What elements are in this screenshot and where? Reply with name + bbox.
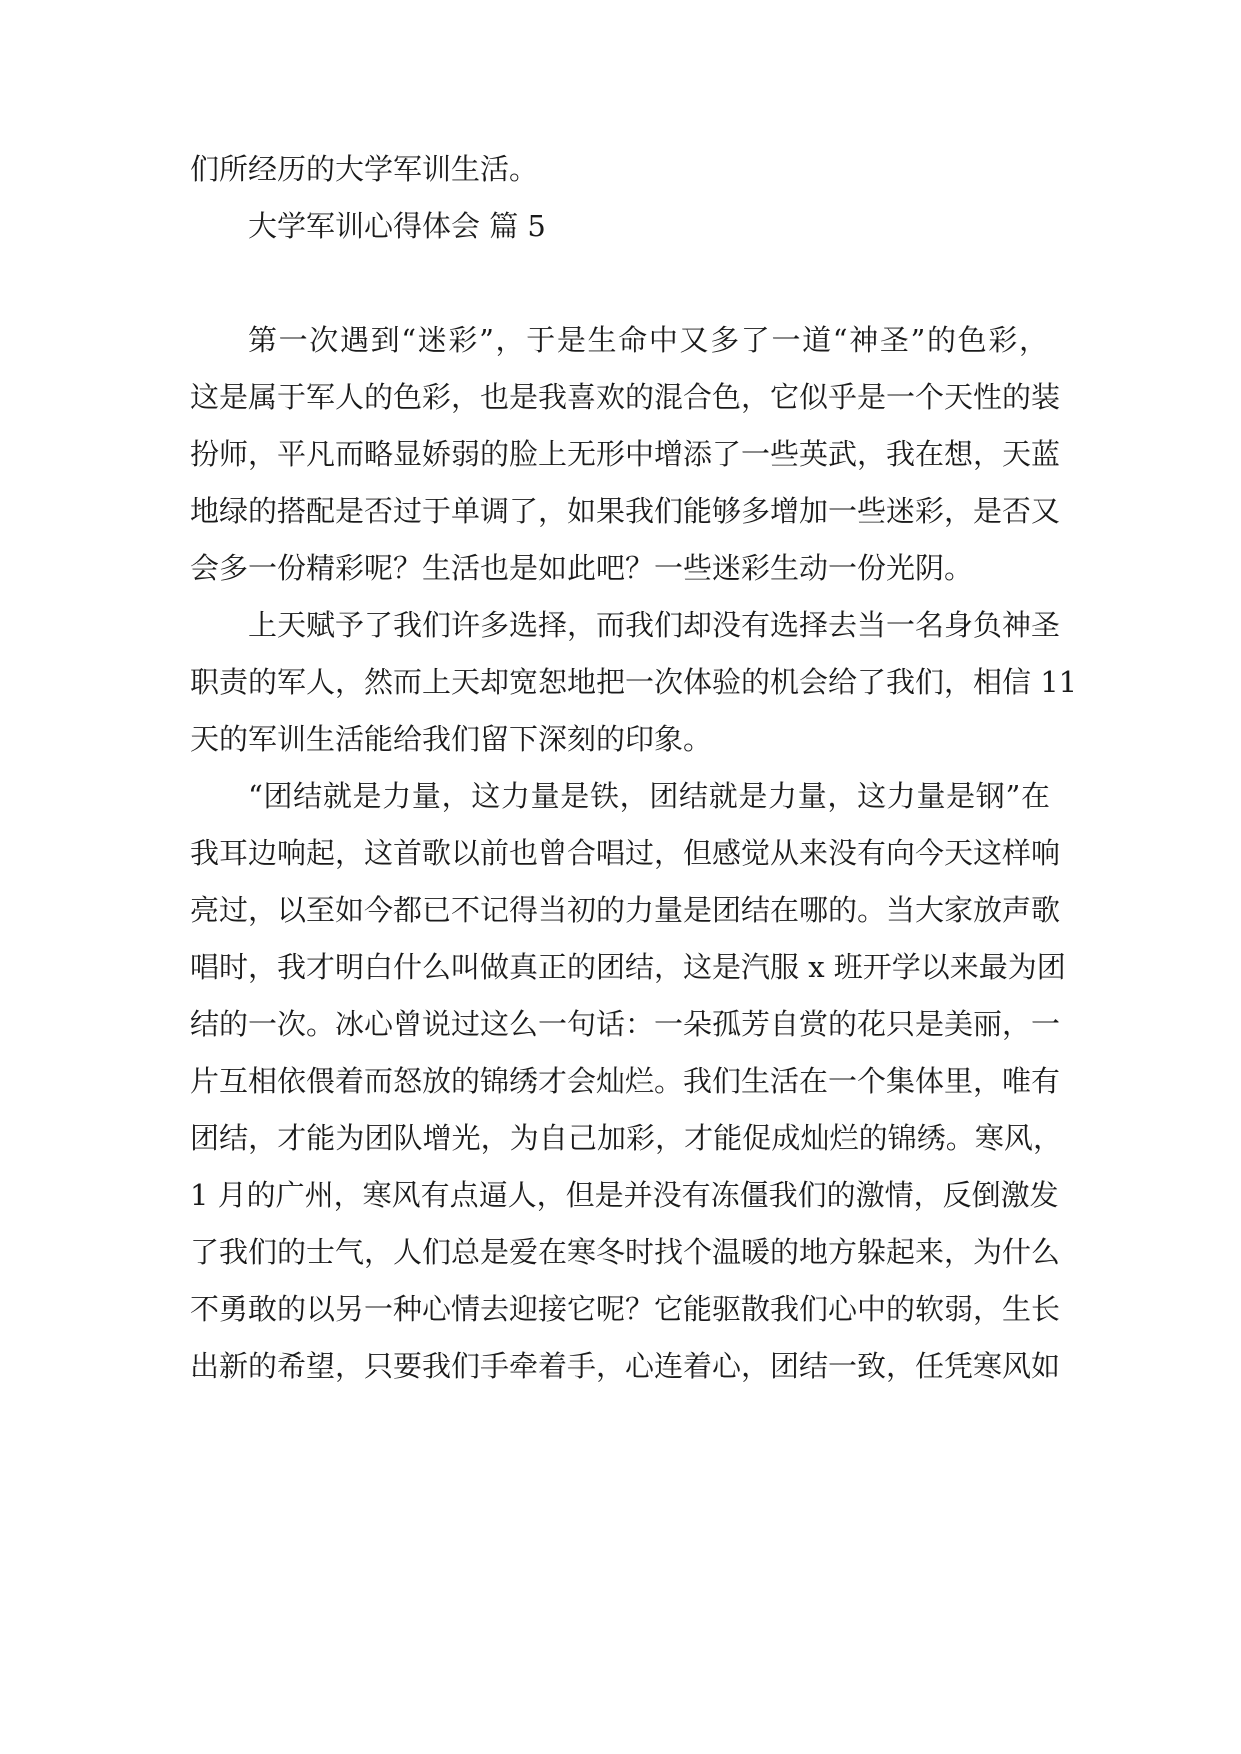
text-line: 会多一份精彩呢？生活也是如此吧？一些迷彩生动一份光阴。 — [190, 551, 974, 585]
text-line: 了我们的士气，人们总是爱在寒冬时找个温暖的地方躲起来，为什么 — [190, 1235, 1061, 1269]
text-line: “团结就是力量，这力量是铁，团结就是力量，这力量是钢”在 — [248, 779, 1050, 813]
text-line: 我耳边响起，这首歌以前也曾合唱过，但感觉从来没有向今天这样响 — [190, 836, 1061, 870]
text-line: 职责的军人，然而上天却宽恕地把一次体验的机会给了我们，相信 11 — [190, 665, 1078, 699]
text-line: 亮过，以至如今都已不记得当初的力量是团结在哪的。当大家放声歌 — [190, 893, 1061, 927]
text-line: 片互相依偎着而怒放的锦绣才会灿烂。我们生活在一个集体里，唯有 — [190, 1064, 1061, 1098]
text-line: 结的一次。冰心曾说过这么一句话：一朵孤芳自赏的花只是美丽，一 — [190, 1007, 1061, 1041]
text-line: 不勇敢的以另一种心情去迎接它呢？它能驱散我们心中的软弱，生长 — [190, 1292, 1061, 1326]
text-line: 第一次遇到“迷彩”，于是生命中又多了一道“神圣”的色彩， — [248, 323, 1048, 357]
text-line: 1 月的广州，寒风有点逼人，但是并没有冻僵我们的激情，反倒激发 — [190, 1178, 1059, 1212]
text-line: 唱时，我才明白什么叫做真正的团结，这是汽服 x 班开学以来最为团 — [190, 950, 1066, 984]
text-line: 们所经历的大学军训生活。 — [190, 152, 539, 186]
text-line: 天的军训生活能给我们留下深刻的印象。 — [190, 722, 713, 756]
text-line: 地绿的搭配是否过于单调了，如果我们能够多增加一些迷彩，是否又 — [190, 494, 1061, 528]
text-line: 扮师，平凡而略显娇弱的脸上无形中增添了一些英武，我在想，天蓝 — [190, 437, 1061, 471]
section-heading: 大学军训心得体会 篇 5 — [248, 209, 546, 243]
text-line: 团结，才能为团队增光，为自己加彩，才能促成灿烂的锦绣。寒风， — [190, 1121, 1062, 1155]
text-line: 上天赋予了我们许多选择，而我们却没有选择去当一名身负神圣 — [248, 608, 1061, 642]
text-line: 出新的希望，只要我们手牵着手，心连着心，团结一致，任凭寒风如 — [190, 1349, 1061, 1383]
text-line: 这是属于军人的色彩，也是我喜欢的混合色，它似乎是一个天性的装 — [190, 380, 1061, 414]
